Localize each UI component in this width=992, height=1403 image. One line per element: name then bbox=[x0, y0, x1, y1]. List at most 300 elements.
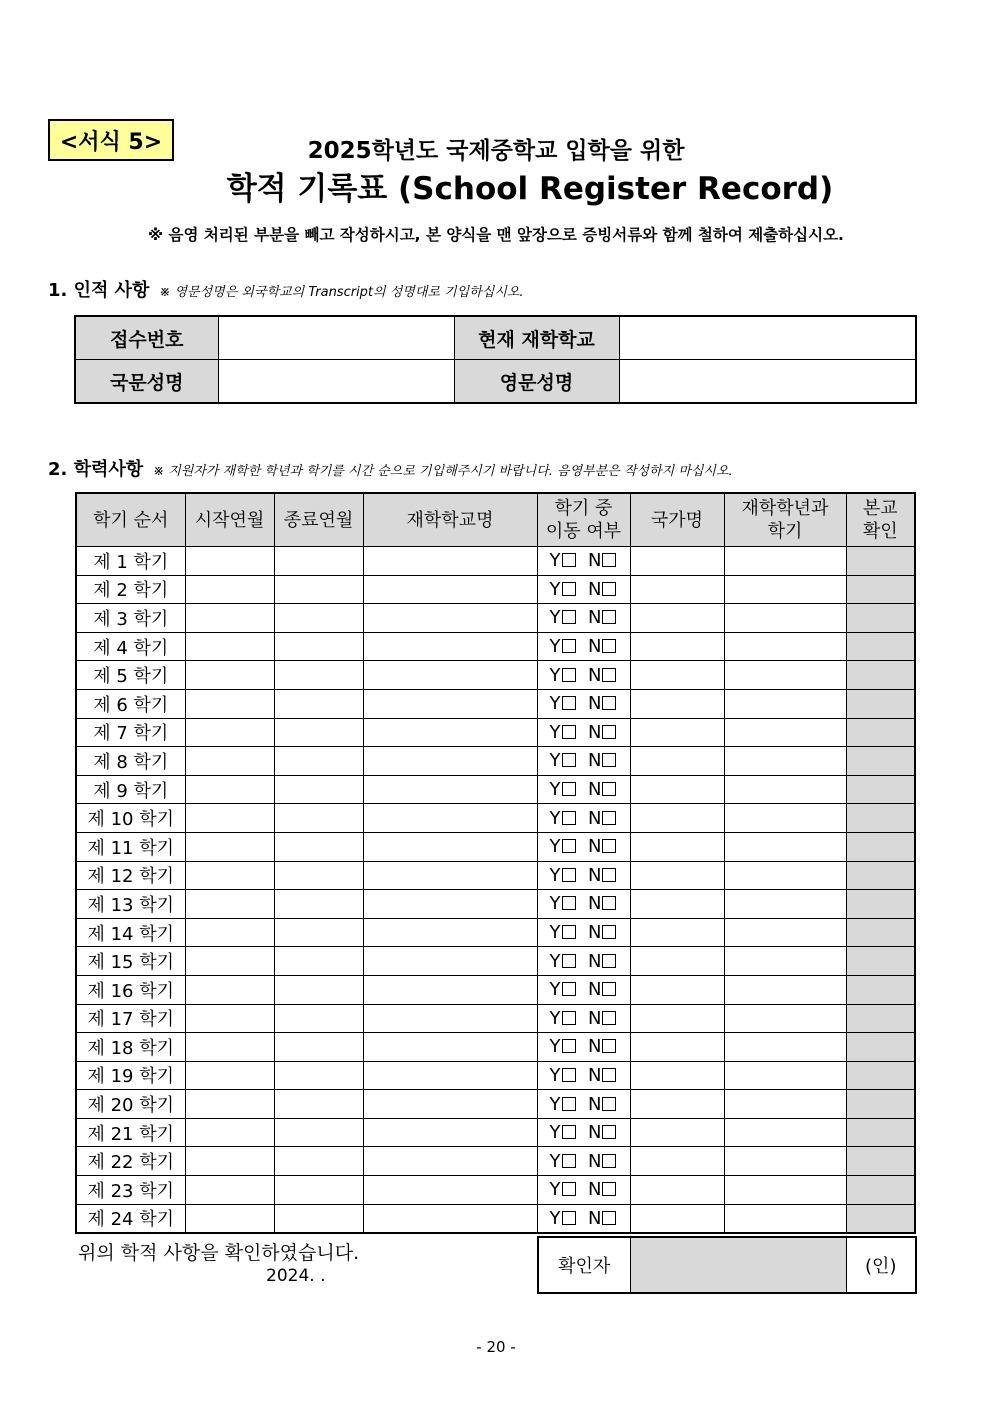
seal-label: (인) bbox=[846, 1237, 916, 1293]
no-label: N bbox=[587, 1093, 602, 1115]
table-row bbox=[76, 861, 915, 890]
school-confirm-cell bbox=[846, 689, 915, 718]
school-confirm-cell bbox=[846, 718, 915, 747]
school-name-cell[interactable] bbox=[363, 947, 537, 976]
country-cell[interactable] bbox=[630, 804, 724, 833]
no-checkbox[interactable] bbox=[602, 639, 616, 653]
start-date-cell[interactable] bbox=[185, 918, 274, 947]
no-checkbox[interactable] bbox=[602, 1097, 616, 1111]
end-date-cell[interactable] bbox=[274, 547, 363, 576]
section2-note: ※ 지원자가 재학한 학년과 학기를 시간 순으로 기입해주시기 바랍니다. 음영부분은 작성하지 마십시오. bbox=[153, 464, 733, 479]
end-date-cell[interactable] bbox=[274, 1061, 363, 1090]
school-confirm-cell bbox=[846, 1176, 915, 1205]
no-label: N bbox=[587, 550, 602, 572]
start-date-cell[interactable] bbox=[185, 1090, 274, 1119]
transfer-cell bbox=[537, 747, 630, 776]
no-checkbox[interactable] bbox=[602, 982, 616, 996]
term-rows bbox=[76, 547, 915, 1234]
yes-label: Y bbox=[549, 1122, 561, 1144]
school-confirm-cell bbox=[846, 1004, 915, 1033]
term-label: 제 23 학기 bbox=[76, 1176, 185, 1205]
school-name-cell[interactable] bbox=[363, 1033, 537, 1062]
start-date-cell[interactable] bbox=[185, 547, 274, 576]
end-date-cell[interactable] bbox=[274, 775, 363, 804]
term-label: 제 24 학기 bbox=[76, 1204, 185, 1233]
no-label: N bbox=[587, 636, 602, 658]
grade-term-cell[interactable] bbox=[724, 832, 846, 861]
grade-term-cell[interactable] bbox=[724, 804, 846, 833]
school-confirm-cell bbox=[846, 632, 915, 661]
school-name-cell[interactable] bbox=[363, 1061, 537, 1090]
no-checkbox[interactable] bbox=[602, 1211, 616, 1225]
school-name-cell[interactable] bbox=[363, 747, 537, 776]
term-label: 제 4 학기 bbox=[76, 632, 185, 661]
term-label: 제 19 학기 bbox=[76, 1061, 185, 1090]
school-name-cell[interactable] bbox=[363, 1204, 537, 1233]
yes-checkbox[interactable] bbox=[562, 610, 576, 624]
no-checkbox[interactable] bbox=[602, 1039, 616, 1053]
no-label: N bbox=[587, 1122, 602, 1144]
yes-checkbox[interactable] bbox=[562, 1068, 576, 1082]
country-cell[interactable] bbox=[630, 775, 724, 804]
yes-checkbox[interactable] bbox=[562, 1011, 576, 1025]
personal-info-table bbox=[74, 315, 917, 404]
country-cell[interactable] bbox=[630, 918, 724, 947]
submission-notice: ※ 음영 처리된 부분을 빼고 작성하시고, 본 양식을 맨 앞장으로 증빙서류와 함께 철하여 제출하십시오. bbox=[148, 226, 844, 244]
no-label: N bbox=[587, 779, 602, 801]
page-title: 학적 기록표 (School Register Record) bbox=[226, 171, 834, 207]
country-cell[interactable] bbox=[630, 632, 724, 661]
country-cell[interactable] bbox=[630, 604, 724, 633]
header-grade-term: 재학학년과 학기 bbox=[724, 493, 846, 547]
grade-term-cell[interactable] bbox=[724, 661, 846, 690]
country-cell[interactable] bbox=[630, 975, 724, 1004]
end-date-cell[interactable] bbox=[274, 1147, 363, 1176]
grade-term-cell[interactable] bbox=[724, 1204, 846, 1233]
country-cell[interactable] bbox=[630, 718, 724, 747]
country-cell[interactable] bbox=[630, 689, 724, 718]
no-checkbox[interactable] bbox=[602, 782, 616, 796]
no-checkbox[interactable] bbox=[602, 1125, 616, 1139]
transfer-cell bbox=[537, 547, 630, 576]
confirmer-table bbox=[537, 1236, 917, 1294]
school-name-cell[interactable] bbox=[363, 718, 537, 747]
start-date-cell[interactable] bbox=[185, 747, 274, 776]
table-row bbox=[76, 775, 915, 804]
table-row bbox=[76, 547, 915, 576]
school-name-cell[interactable] bbox=[363, 547, 537, 576]
school-confirm-cell bbox=[846, 1061, 915, 1090]
start-date-cell[interactable] bbox=[185, 890, 274, 919]
yes-label: Y bbox=[549, 950, 561, 972]
transfer-cell bbox=[537, 804, 630, 833]
grade-term-cell[interactable] bbox=[724, 918, 846, 947]
transfer-cell bbox=[537, 1033, 630, 1062]
confirmer-field bbox=[630, 1237, 846, 1293]
country-cell[interactable] bbox=[630, 661, 724, 690]
no-label: N bbox=[587, 1036, 602, 1058]
grade-term-cell[interactable] bbox=[724, 604, 846, 633]
receipt-number-field[interactable] bbox=[218, 316, 454, 360]
section1-title: 1. 인적 사항 bbox=[48, 280, 150, 301]
yes-label: Y bbox=[549, 750, 561, 772]
no-checkbox[interactable] bbox=[602, 868, 616, 882]
end-date-cell[interactable] bbox=[274, 861, 363, 890]
term-label: 제 20 학기 bbox=[76, 1090, 185, 1119]
transfer-cell bbox=[537, 775, 630, 804]
english-name-field[interactable] bbox=[619, 360, 916, 404]
grade-term-cell[interactable] bbox=[724, 975, 846, 1004]
end-date-cell[interactable] bbox=[274, 632, 363, 661]
table-row bbox=[76, 832, 915, 861]
no-label: N bbox=[587, 693, 602, 715]
table-row bbox=[76, 747, 915, 776]
table-row bbox=[76, 1176, 915, 1205]
grade-term-cell[interactable] bbox=[724, 1033, 846, 1062]
table-row bbox=[76, 1118, 915, 1147]
header-mid-term-transfer: 학기 중 이동 여부 bbox=[537, 493, 630, 547]
header-end-date: 종료연월 bbox=[274, 493, 363, 547]
school-confirm-cell bbox=[846, 1147, 915, 1176]
start-date-cell[interactable] bbox=[185, 1204, 274, 1233]
school-name-cell[interactable] bbox=[363, 1147, 537, 1176]
yes-checkbox[interactable] bbox=[562, 782, 576, 796]
no-checkbox[interactable] bbox=[602, 725, 616, 739]
no-label: N bbox=[587, 578, 602, 600]
transfer-cell bbox=[537, 1204, 630, 1233]
end-date-cell[interactable] bbox=[274, 604, 363, 633]
country-cell[interactable] bbox=[630, 890, 724, 919]
education-history-table bbox=[75, 492, 916, 1234]
table-row bbox=[76, 975, 915, 1004]
yes-label: Y bbox=[549, 893, 561, 915]
yes-label: Y bbox=[549, 1007, 561, 1029]
no-label: N bbox=[587, 607, 602, 629]
no-checkbox[interactable] bbox=[602, 753, 616, 767]
yes-label: Y bbox=[549, 1093, 561, 1115]
school-confirm-cell bbox=[846, 547, 915, 576]
transfer-cell bbox=[537, 890, 630, 919]
term-label: 제 3 학기 bbox=[76, 604, 185, 633]
school-confirm-cell bbox=[846, 1118, 915, 1147]
country-cell[interactable] bbox=[630, 1033, 724, 1062]
yes-checkbox[interactable] bbox=[562, 725, 576, 739]
start-date-cell[interactable] bbox=[185, 689, 274, 718]
yes-label: Y bbox=[549, 1036, 561, 1058]
end-date-cell[interactable] bbox=[274, 747, 363, 776]
transfer-cell bbox=[537, 1118, 630, 1147]
country-cell[interactable] bbox=[630, 1118, 724, 1147]
country-cell[interactable] bbox=[630, 1147, 724, 1176]
country-cell[interactable] bbox=[630, 575, 724, 604]
yes-checkbox[interactable] bbox=[562, 1211, 576, 1225]
school-name-cell[interactable] bbox=[363, 689, 537, 718]
no-checkbox[interactable] bbox=[602, 610, 616, 624]
school-name-cell[interactable] bbox=[363, 1004, 537, 1033]
table-row bbox=[76, 718, 915, 747]
yes-checkbox[interactable] bbox=[562, 982, 576, 996]
grade-term-cell[interactable] bbox=[724, 775, 846, 804]
no-checkbox[interactable] bbox=[602, 696, 616, 710]
end-date-cell[interactable] bbox=[274, 1090, 363, 1119]
school-name-cell[interactable] bbox=[363, 575, 537, 604]
school-name-cell[interactable] bbox=[363, 1118, 537, 1147]
no-label: N bbox=[587, 1064, 602, 1086]
yes-checkbox[interactable] bbox=[562, 868, 576, 882]
end-date-cell[interactable] bbox=[274, 1118, 363, 1147]
table-row bbox=[76, 689, 915, 718]
transfer-cell bbox=[537, 947, 630, 976]
yes-checkbox[interactable] bbox=[562, 1182, 576, 1196]
grade-term-cell[interactable] bbox=[724, 861, 846, 890]
start-date-cell[interactable] bbox=[185, 575, 274, 604]
start-date-cell[interactable] bbox=[185, 775, 274, 804]
english-name-label: 영문성명 bbox=[454, 360, 619, 404]
school-name-cell[interactable] bbox=[363, 918, 537, 947]
section1-heading bbox=[48, 276, 524, 302]
no-label: N bbox=[587, 664, 602, 686]
country-cell[interactable] bbox=[630, 861, 724, 890]
grade-term-cell[interactable] bbox=[724, 689, 846, 718]
country-cell[interactable] bbox=[630, 1004, 724, 1033]
start-date-cell[interactable] bbox=[185, 804, 274, 833]
school-name-cell[interactable] bbox=[363, 604, 537, 633]
end-date-cell[interactable] bbox=[274, 975, 363, 1004]
no-checkbox[interactable] bbox=[602, 954, 616, 968]
grade-term-cell[interactable] bbox=[724, 632, 846, 661]
country-cell[interactable] bbox=[630, 747, 724, 776]
yes-checkbox[interactable] bbox=[562, 696, 576, 710]
school-name-cell[interactable] bbox=[363, 832, 537, 861]
start-date-cell[interactable] bbox=[185, 1004, 274, 1033]
school-confirm-cell bbox=[846, 947, 915, 976]
no-checkbox[interactable] bbox=[602, 839, 616, 853]
no-checkbox[interactable] bbox=[602, 553, 616, 567]
end-date-cell[interactable] bbox=[274, 1033, 363, 1062]
start-date-cell[interactable] bbox=[185, 861, 274, 890]
yes-checkbox[interactable] bbox=[562, 582, 576, 596]
no-label: N bbox=[587, 1207, 602, 1229]
term-label: 제 5 학기 bbox=[76, 661, 185, 690]
school-confirm-cell bbox=[846, 575, 915, 604]
grade-term-cell[interactable] bbox=[724, 718, 846, 747]
yes-checkbox[interactable] bbox=[562, 668, 576, 682]
grade-term-cell[interactable] bbox=[724, 1118, 846, 1147]
term-label: 제 6 학기 bbox=[76, 689, 185, 718]
term-label: 제 21 학기 bbox=[76, 1118, 185, 1147]
page-number: - 20 - bbox=[476, 1338, 516, 1356]
yes-label: Y bbox=[549, 607, 561, 629]
no-label: N bbox=[587, 1150, 602, 1172]
end-date-cell[interactable] bbox=[274, 947, 363, 976]
yes-label: Y bbox=[549, 1207, 561, 1229]
start-date-cell[interactable] bbox=[185, 1176, 274, 1205]
start-date-cell[interactable] bbox=[185, 604, 274, 633]
term-label: 제 10 학기 bbox=[76, 804, 185, 833]
current-school-field[interactable] bbox=[619, 316, 916, 360]
school-confirm-cell bbox=[846, 1090, 915, 1119]
grade-term-cell[interactable] bbox=[724, 1147, 846, 1176]
end-date-cell[interactable] bbox=[274, 1004, 363, 1033]
term-label: 제 7 학기 bbox=[76, 718, 185, 747]
country-cell[interactable] bbox=[630, 947, 724, 976]
start-date-cell[interactable] bbox=[185, 947, 274, 976]
no-label: N bbox=[587, 1179, 602, 1201]
grade-term-cell[interactable] bbox=[724, 747, 846, 776]
start-date-cell[interactable] bbox=[185, 1061, 274, 1090]
yes-checkbox[interactable] bbox=[562, 1097, 576, 1111]
no-label: N bbox=[587, 893, 602, 915]
header-school-name: 재학학교명 bbox=[363, 493, 537, 547]
no-checkbox[interactable] bbox=[602, 896, 616, 910]
country-cell[interactable] bbox=[630, 1090, 724, 1119]
end-date-cell[interactable] bbox=[274, 832, 363, 861]
confirmation-statement: 위의 학적 사항을 확인하였습니다. bbox=[78, 1242, 360, 1264]
school-confirm-cell bbox=[846, 832, 915, 861]
no-checkbox[interactable] bbox=[602, 668, 616, 682]
korean-name-field[interactable] bbox=[218, 360, 454, 404]
school-confirm-cell bbox=[846, 975, 915, 1004]
no-checkbox[interactable] bbox=[602, 582, 616, 596]
yes-checkbox[interactable] bbox=[562, 925, 576, 939]
term-label: 제 17 학기 bbox=[76, 1004, 185, 1033]
start-date-cell[interactable] bbox=[185, 718, 274, 747]
no-checkbox[interactable] bbox=[602, 1011, 616, 1025]
country-cell[interactable] bbox=[630, 832, 724, 861]
end-date-cell[interactable] bbox=[274, 689, 363, 718]
transfer-cell bbox=[537, 689, 630, 718]
term-label: 제 16 학기 bbox=[76, 975, 185, 1004]
transfer-cell bbox=[537, 1004, 630, 1033]
no-checkbox[interactable] bbox=[602, 811, 616, 825]
no-checkbox[interactable] bbox=[602, 1154, 616, 1168]
end-date-cell[interactable] bbox=[274, 1204, 363, 1233]
grade-term-cell[interactable] bbox=[724, 890, 846, 919]
school-name-cell[interactable] bbox=[363, 890, 537, 919]
yes-label: Y bbox=[549, 721, 561, 743]
header-start-date: 시작연월 bbox=[185, 493, 274, 547]
header-school-confirm: 본교 확인 bbox=[846, 493, 915, 547]
transfer-cell bbox=[537, 918, 630, 947]
start-date-cell[interactable] bbox=[185, 832, 274, 861]
transfer-cell bbox=[537, 832, 630, 861]
school-name-cell[interactable] bbox=[363, 775, 537, 804]
country-cell[interactable] bbox=[630, 1061, 724, 1090]
end-date-cell[interactable] bbox=[274, 918, 363, 947]
no-label: N bbox=[587, 721, 602, 743]
start-date-cell[interactable] bbox=[185, 1147, 274, 1176]
end-date-cell[interactable] bbox=[274, 890, 363, 919]
school-name-cell[interactable] bbox=[363, 1176, 537, 1205]
yes-checkbox[interactable] bbox=[562, 839, 576, 853]
start-date-cell[interactable] bbox=[185, 632, 274, 661]
yes-checkbox[interactable] bbox=[562, 1154, 576, 1168]
transfer-cell bbox=[537, 861, 630, 890]
no-label: N bbox=[587, 979, 602, 1001]
school-name-cell[interactable] bbox=[363, 1090, 537, 1119]
school-confirm-cell bbox=[846, 1204, 915, 1233]
end-date-cell[interactable] bbox=[274, 661, 363, 690]
yes-checkbox[interactable] bbox=[562, 954, 576, 968]
transfer-cell bbox=[537, 1147, 630, 1176]
end-date-cell[interactable] bbox=[274, 718, 363, 747]
school-confirm-cell bbox=[846, 661, 915, 690]
table-row bbox=[76, 661, 915, 690]
yes-checkbox[interactable] bbox=[562, 553, 576, 567]
grade-term-cell[interactable] bbox=[724, 1061, 846, 1090]
section2-title: 2. 학력사항 bbox=[48, 459, 144, 480]
yes-checkbox[interactable] bbox=[562, 753, 576, 767]
yes-checkbox[interactable] bbox=[562, 896, 576, 910]
end-date-cell[interactable] bbox=[274, 575, 363, 604]
yes-checkbox[interactable] bbox=[562, 1125, 576, 1139]
yes-label: Y bbox=[549, 664, 561, 686]
no-label: N bbox=[587, 750, 602, 772]
current-school-label: 현재 재학학교 bbox=[454, 316, 619, 360]
grade-term-cell[interactable] bbox=[724, 547, 846, 576]
grade-term-cell[interactable] bbox=[724, 947, 846, 976]
section2-heading bbox=[48, 455, 733, 481]
yes-checkbox[interactable] bbox=[562, 1039, 576, 1053]
yes-label: Y bbox=[549, 1179, 561, 1201]
transfer-cell bbox=[537, 575, 630, 604]
end-date-cell[interactable] bbox=[274, 1176, 363, 1205]
country-cell[interactable] bbox=[630, 1176, 724, 1205]
grade-term-cell[interactable] bbox=[724, 1004, 846, 1033]
no-label: N bbox=[587, 836, 602, 858]
no-checkbox[interactable] bbox=[602, 925, 616, 939]
start-date-cell[interactable] bbox=[185, 1033, 274, 1062]
title-line-1: 2025학년도 국제중학교 입학을 위한 bbox=[307, 138, 685, 164]
school-name-cell[interactable] bbox=[363, 804, 537, 833]
start-date-cell[interactable] bbox=[185, 1118, 274, 1147]
yes-checkbox[interactable] bbox=[562, 639, 576, 653]
school-confirm-cell bbox=[846, 1033, 915, 1062]
term-label: 제 2 학기 bbox=[76, 575, 185, 604]
grade-term-cell[interactable] bbox=[724, 1090, 846, 1119]
transfer-cell bbox=[537, 718, 630, 747]
no-label: N bbox=[587, 922, 602, 944]
yes-checkbox[interactable] bbox=[562, 811, 576, 825]
school-name-cell[interactable] bbox=[363, 632, 537, 661]
school-confirm-cell bbox=[846, 890, 915, 919]
grade-term-cell[interactable] bbox=[724, 575, 846, 604]
yes-label: Y bbox=[549, 550, 561, 572]
table-row bbox=[76, 604, 915, 633]
yes-label: Y bbox=[549, 693, 561, 715]
no-checkbox[interactable] bbox=[602, 1182, 616, 1196]
yes-label: Y bbox=[549, 779, 561, 801]
school-name-cell[interactable] bbox=[363, 975, 537, 1004]
school-name-cell[interactable] bbox=[363, 661, 537, 690]
table-row bbox=[76, 890, 915, 919]
yes-label: Y bbox=[549, 578, 561, 600]
transfer-cell bbox=[537, 604, 630, 633]
start-date-cell[interactable] bbox=[185, 975, 274, 1004]
no-label: N bbox=[587, 950, 602, 972]
no-checkbox[interactable] bbox=[602, 1068, 616, 1082]
country-cell[interactable] bbox=[630, 547, 724, 576]
school-name-cell[interactable] bbox=[363, 861, 537, 890]
end-date-cell[interactable] bbox=[274, 804, 363, 833]
country-cell[interactable] bbox=[630, 1204, 724, 1233]
receipt-number-label: 접수번호 bbox=[75, 316, 218, 360]
start-date-cell[interactable] bbox=[185, 661, 274, 690]
grade-term-cell[interactable] bbox=[724, 1176, 846, 1205]
yes-label: Y bbox=[549, 979, 561, 1001]
term-label: 제 1 학기 bbox=[76, 547, 185, 576]
table-row bbox=[76, 1033, 915, 1062]
